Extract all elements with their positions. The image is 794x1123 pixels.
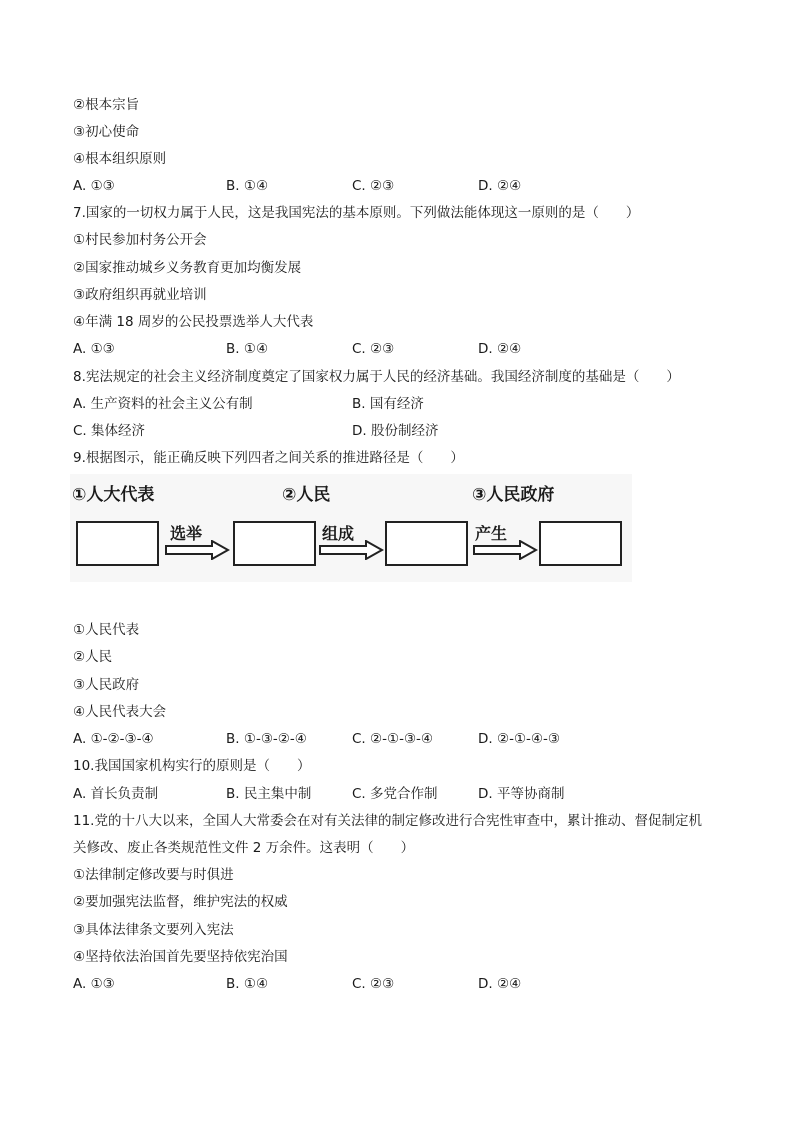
q9-option-c: C. ②-①-③-④ xyxy=(352,731,434,747)
q8-option-d: D. 股份制经济 xyxy=(352,423,439,439)
diagram-arrow-label-2: 组成 xyxy=(322,524,355,543)
q7-item-3: ③政府组织再就业培训 xyxy=(73,287,207,303)
q9-item-2: ②人民 xyxy=(73,649,113,665)
q6-item-3: ③初心使命 xyxy=(73,124,140,140)
q9-item-3: ③人民政府 xyxy=(73,677,140,693)
diagram-box-2 xyxy=(233,521,316,566)
diagram-box-3 xyxy=(385,521,468,566)
q7-option-a: A. ①③ xyxy=(73,341,115,357)
q6-option-b: B. ①④ xyxy=(226,178,269,194)
q10-option-a: A. 首长负责制 xyxy=(73,786,159,802)
q7-option-c: C. ②③ xyxy=(352,341,395,357)
diagram-arrow-label-1: 选举 xyxy=(170,524,203,543)
arrow-right-icon xyxy=(318,540,384,560)
q9-stem: 9.根据图示，能正确反映下列四者之间关系的推进路径是（ ） xyxy=(73,450,464,466)
q7-item-4: ④年满 18 周岁的公民投票选举人大代表 xyxy=(73,314,314,330)
arrow-right-icon xyxy=(164,540,230,560)
q6-option-c: C. ②③ xyxy=(352,178,395,194)
q8-option-a: A. 生产资料的社会主义公有制 xyxy=(73,396,253,412)
q6-item-2: ②根本宗旨 xyxy=(73,97,140,113)
q11-option-c: C. ②③ xyxy=(352,976,395,992)
q9-option-b: B. ①-③-②-④ xyxy=(226,731,307,747)
q11-item-4: ④坚持依法治国首先要坚持依宪治国 xyxy=(73,949,288,965)
q7-option-b: B. ①④ xyxy=(226,341,269,357)
diagram-label-2: ②人民 xyxy=(282,485,331,505)
diagram-arrow-label-3: 产生 xyxy=(475,524,508,543)
diagram-label-3: ③人民政府 xyxy=(472,485,555,505)
q8-option-c: C. 集体经济 xyxy=(73,423,146,439)
q10-option-b: B. 民主集中制 xyxy=(226,786,312,802)
q8-stem: 8.宪法规定的社会主义经济制度奠定了国家权力属于人民的经济基础。我国经济制度的基础是（ ） xyxy=(73,369,680,385)
q11-stem-line-1: 11.党的十八大以来，全国人大常委会在对有关法律的制定修改进行合宪性审查中，累计推动、督促制定机 xyxy=(73,813,702,829)
q11-option-d: D. ②④ xyxy=(478,976,522,992)
q11-stem-line-2: 关修改、废止各类规范性文件 2 万余件。这表明（ ） xyxy=(73,840,415,856)
q7-item-1: ①村民参加村务公开会 xyxy=(73,232,207,248)
q11-item-3: ③具体法律条文要列入宪法 xyxy=(73,922,234,938)
arrow-right-icon xyxy=(472,540,538,560)
q10-option-c: C. 多党合作制 xyxy=(352,786,438,802)
q11-option-a: A. ①③ xyxy=(73,976,115,992)
q7-stem: 7.国家的一切权力属于人民，这是我国宪法的基本原则。下列做法能体现这一原则的是（ ） xyxy=(73,205,640,221)
q10-option-d: D. 平等协商制 xyxy=(478,786,565,802)
q6-item-4: ④根本组织原则 xyxy=(73,151,167,167)
diagram-label-1: ①人大代表 xyxy=(72,485,155,505)
q7-option-d: D. ②④ xyxy=(478,341,522,357)
q9-item-4: ④人民代表大会 xyxy=(73,704,167,720)
q8-option-b: B. 国有经济 xyxy=(352,396,424,412)
q6-option-a: A. ①③ xyxy=(73,178,115,194)
q10-stem: 10.我国国家机构实行的原则是（ ） xyxy=(73,758,311,774)
q7-item-2: ②国家推动城乡义务教育更加均衡发展 xyxy=(73,260,302,276)
diagram-box-1 xyxy=(76,521,159,566)
diagram-box-4 xyxy=(539,521,622,566)
q11-option-b: B. ①④ xyxy=(226,976,269,992)
q11-item-1: ①法律制定修改要与时俱进 xyxy=(73,867,234,883)
q11-item-2: ②要加强宪法监督，维护宪法的权威 xyxy=(73,894,288,910)
q9-option-d: D. ②-①-④-③ xyxy=(478,731,561,747)
q9-diagram xyxy=(70,474,632,582)
q6-option-d: D. ②④ xyxy=(478,178,522,194)
q9-item-1: ①人民代表 xyxy=(73,622,140,638)
q9-option-a: A. ①-②-③-④ xyxy=(73,731,154,747)
